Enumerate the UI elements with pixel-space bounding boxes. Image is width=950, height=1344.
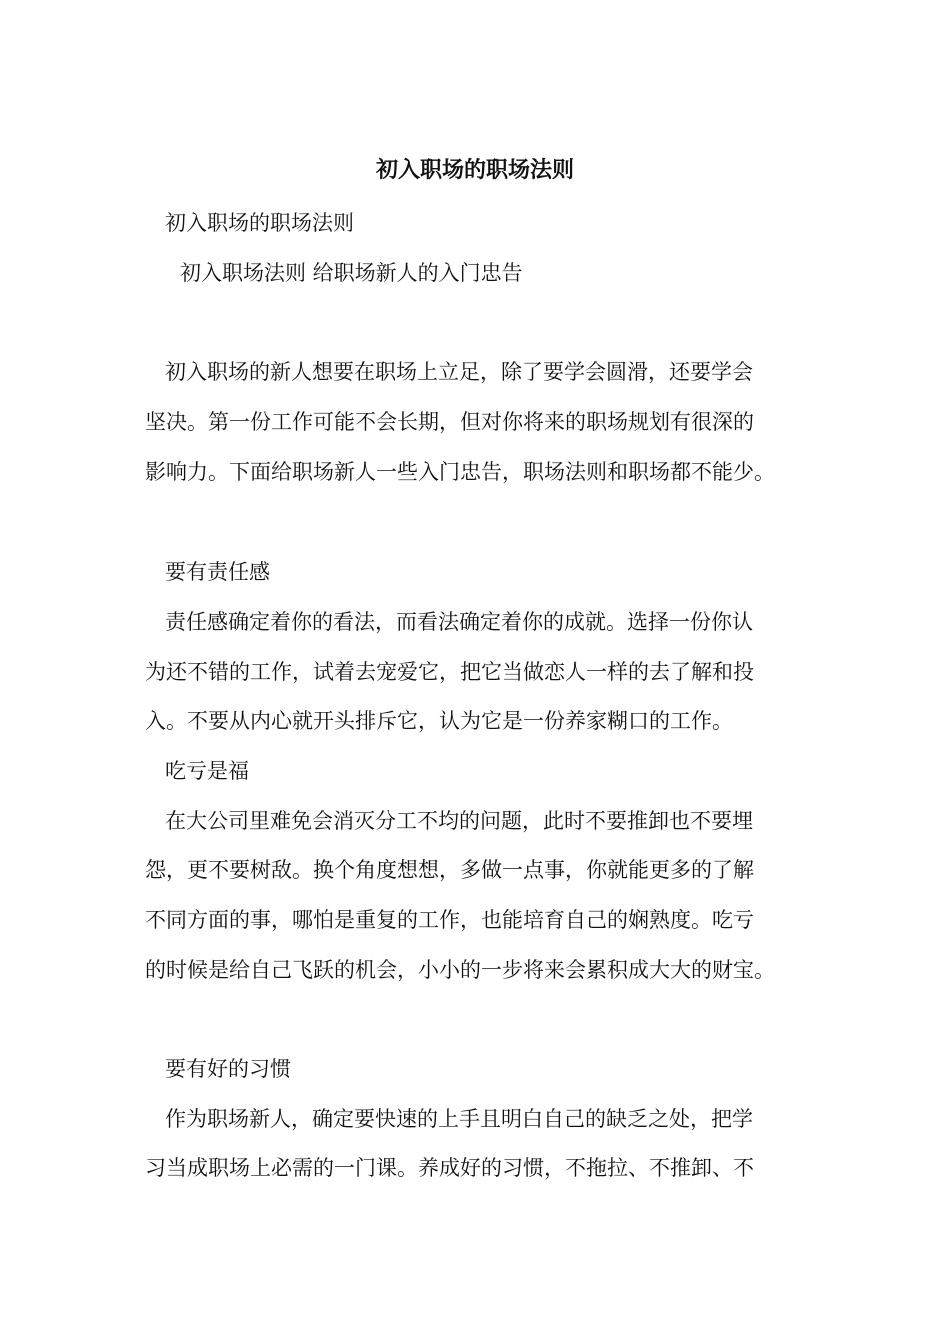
paragraph-line: 为还不错的工作，试着去宠爱它，把它当做恋人一样的去了解和投: [145, 660, 754, 684]
section-heading: 要有责任感: [165, 560, 270, 584]
paragraph-line: 作为职场新人，确定要快速的上手且明白自己的缺乏之处，把学: [165, 1107, 753, 1131]
intro-line: 初入职场的新人想要在职场上立足，除了要学会圆滑，还要学会: [165, 360, 753, 384]
paragraph-line: 入。不要从内心就开头排斥它，认为它是一份养家糊口的工作。: [145, 709, 733, 733]
section-heading: 吃亏是福: [165, 759, 249, 783]
paragraph-line: 习当成职场上必需的一门课。养成好的习惯，不拖拉、不推卸、不: [145, 1156, 754, 1180]
document-title: 初入职场的职场法则: [375, 157, 574, 183]
document-tagline: 初入职场法则 给职场新人的入门忠告: [180, 261, 523, 285]
intro-line: 影响力。下面给职场新人一些入门忠告，职场法则和职场都不能少。: [145, 460, 775, 484]
paragraph-line: 责任感确定着你的看法，而看法确定着你的成就。选择一份你认: [165, 610, 753, 634]
section-heading: 要有好的习惯: [165, 1057, 291, 1081]
paragraph-line: 怨，更不要树敌。换个角度想想，多做一点事，你就能更多的了解: [145, 858, 754, 882]
paragraph-line: 不同方面的事，哪怕是重复的工作，也能培育自己的娴熟度。吃亏: [145, 908, 754, 932]
paragraph-line: 在大公司里难免会消灭分工不均的问题，此时不要推卸也不要埋: [165, 809, 753, 833]
intro-line: 坚决。第一份工作可能不会长期，但对你将来的职场规划有很深的: [145, 410, 754, 434]
paragraph-line: 的时候是给自己飞跃的机会，小小的一步将来会累积成大大的财宝。: [145, 958, 775, 982]
document-subtitle: 初入职场的职场法则: [165, 211, 354, 235]
